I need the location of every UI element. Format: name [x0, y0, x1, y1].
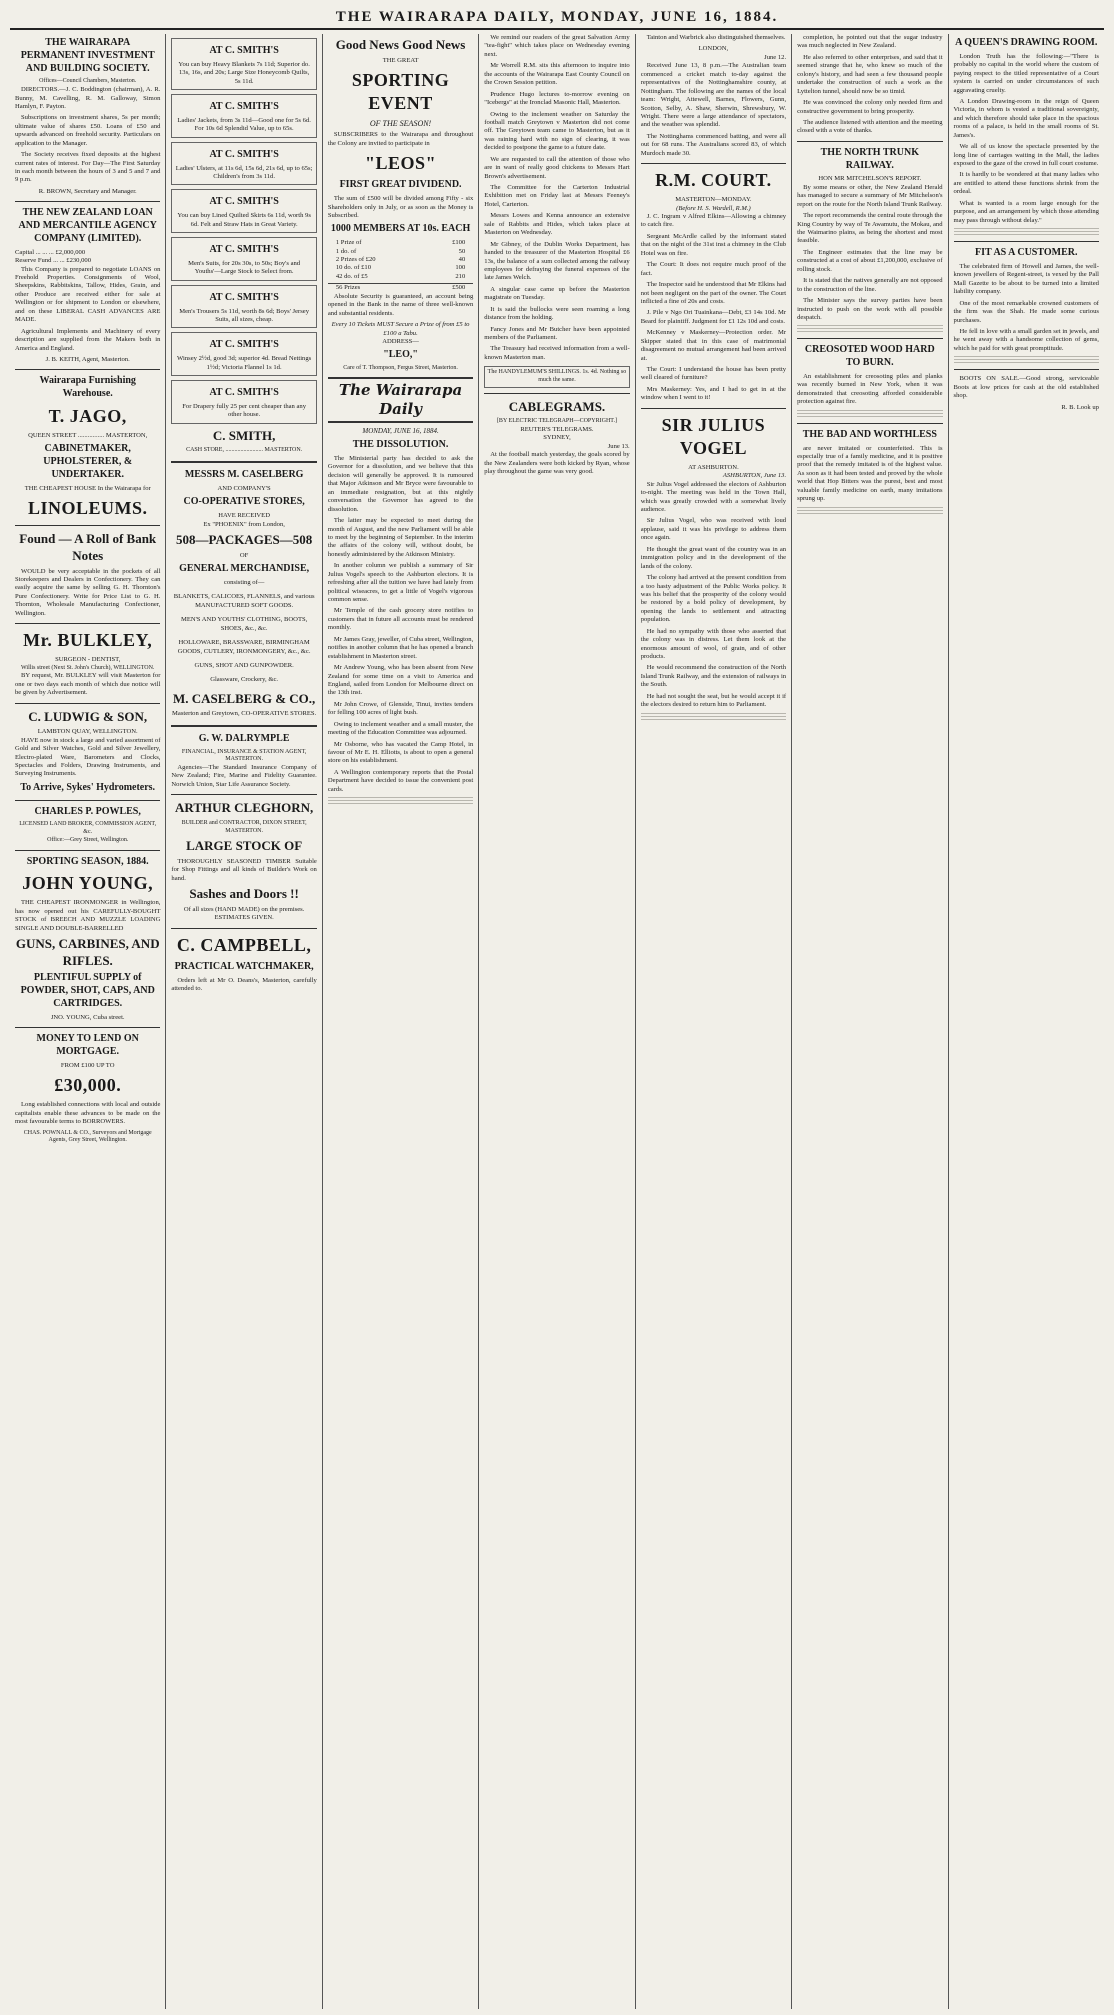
smith-ad-body: Men's Suits, for 20s 30s, to 50s; Boy's and Youths'—Large Stock to Select from. [188, 259, 301, 276]
article-paragraph: The Minister says the survey parties have been instructed to push on the work with all possible despatch. [797, 297, 943, 321]
article-paragraph: He had not sought the seat, but he would accept it if the electors desired to return him to Parliament. [640, 692, 787, 709]
smith-ad-heading: AT C. SMITH'S [209, 339, 279, 351]
article-paragraph: The Court: I understand the house has been pretty well cleared of furniture? [640, 366, 787, 382]
article-paragraph: Mr James Gray, jeweller, of Cuba street, Wellington, notifies in another column that he has opened a branch establishment in Masterton street. [327, 635, 474, 660]
first-dividend: FIRST GREAT DIVIDEND. [339, 179, 462, 191]
jago-address: QUEEN STREET ................ MASTERTON, [28, 432, 148, 440]
divider [15, 525, 160, 526]
column-6 [792, 34, 948, 2009]
nz-loan-signature: J. B. KEITH, Agent, Masterton. [45, 355, 130, 363]
creosoted-title: CREOSOTED WOOD HARD TO BURN. [804, 344, 935, 369]
powles-trade: LICENSED LAND BROKER, COMMISSION AGENT, &c. [19, 821, 157, 836]
column-3 [323, 34, 479, 2009]
prize-total-label: 56 Prizes [335, 284, 361, 292]
caselberg-have: HAVE RECEIVED [218, 512, 270, 520]
queen-title: A QUEEN'S DRAWING ROOM. [955, 37, 1098, 48]
leos-security: Absolute Security is guaranteed, an account being opened in the Bank in the name of three well-known and substantial residents. [327, 292, 474, 317]
caselberg-ship: Ex "PHOENIX" from London, [203, 520, 285, 528]
powles-address: Office:—Grey Street, Wellington. [47, 836, 129, 843]
permanent-offices: Offices—Council Chambers, Masterton. [39, 78, 137, 85]
article-paragraph: He thought the great want of the country was in an immigration policy and in the development of the lands of the colony. [640, 545, 787, 570]
prize-row [328, 264, 473, 272]
prize-label: 42 do. of £5 [335, 272, 368, 280]
young-body: THE CHEAPEST IRONMONGER in Wellington, has now opened out his CAREFULLY-BOUGHT STOCK of BREECH AND MUZZLE LOADING SINGLE AND DOUBLE-BARRELLED [15, 899, 161, 932]
prize-total-value: £500 [452, 284, 466, 292]
bad-worthless-title: THE BAD AND WORTHLESS [802, 428, 937, 440]
divider [15, 201, 160, 202]
smith-ad-heading: AT C. SMITH'S [209, 387, 279, 399]
text-filler [797, 507, 942, 515]
divider [171, 928, 316, 929]
vogel-continued-article [797, 34, 942, 136]
found-body: WOULD be very acceptable in the pockets of all Storekeepers and Dealers in Confectionery. They can easily acquire the same by selling G. H. Thornton's Pure Confectionery. Write for Price List to G. H. Thornton, Wholesale Manufacturing Confectioner, Wellington. [15, 567, 161, 617]
of-the-season: OF THE SEASON! [369, 119, 432, 129]
divider [15, 369, 160, 370]
ludwig-name: C. LUDWIG & SON, [28, 708, 148, 724]
advert-notice: The HANDYLEMUM'S SHILLINGS. 1s. 4d. Nothing so much the same. [484, 366, 629, 387]
the-great: THE GREAT [382, 56, 419, 64]
caselberg-items-2: MEN'S AND YOUTHS' CLOTHING, BOOTS, SHOES, &c., &c. [180, 616, 308, 632]
leos-address-name: "LEO," [383, 349, 418, 361]
article-paragraph: Messrs Lowes and Kenna announce an extensive sale of Rabbits and Hides, which takes place at Masterton on Wednesday. [484, 212, 630, 237]
caselberg-co: AND COMPANY'S [217, 484, 271, 492]
article-paragraph: He would recommend the construction of the North Island Trunk Railway, and the extension of railways in the South. [640, 664, 787, 689]
divider [15, 703, 160, 704]
article-paragraph: The Treasury had received information from a well-known Masterton man. [484, 345, 630, 361]
vogel-subtitle: AT ASHBURTON. [688, 463, 739, 471]
divider [954, 241, 1099, 242]
text-filler [954, 228, 1099, 236]
nz-loan-reserve: Reserve Fund ... ... £230,000 [15, 257, 92, 265]
bulkley-name: Mr. BULKLEY, [23, 630, 153, 651]
dissolution-title: THE DISSOLUTION. [352, 439, 449, 451]
cablegrams-title: CABLEGRAMS. [508, 398, 606, 414]
smith-ad-body: Men's Trousers 5s 11d, worth 8s 6d; Boys' Jersey Suits, all sizes, cheap. [179, 307, 310, 324]
smith-ad [171, 380, 316, 424]
leos-intro: SUBSCRIBERS to the Wairarapa and throughout the Colony are invited to participate in [327, 131, 474, 147]
article-paragraph: Received June 13, 8 p.m.—The Australian team commenced a cricket match to-day against the representatives of the Nottinghamshire county, at Nottingham. The following are the names of the local team: Wright, Attewell, Barnes, Flowers, Gunn, Scotton, Selby, A. Shaw, Sherwin, Shrewsbury, W. Wright. There were a large attendance of spectators, and the weather was splendid. [640, 62, 787, 129]
bad-worthless-body: are never imitated or counterfeited. This is especially true of a family medicine, and it is positive proof that the remedy imitated is of the highest value. As soon as it had been tested and proved by the whole world that Hop Bitters was the purest, best and most valuable family medicine on earth, many imitations sprung up. [797, 444, 943, 503]
members-count: 1000 MEMBERS AT 10s. EACH [330, 223, 471, 235]
bulkley-body: BY request, Mr. BULKLEY will visit Masterton for one or two days each month of which due notice will be given by Advertisement. [15, 672, 161, 697]
smith-ad-body: You can buy Lined Quilted Skirts 6s 11d, worth 9s 6d. Felt and Straw Hats in Great Variety. [177, 212, 311, 228]
london-heading: LONDON, [698, 45, 729, 53]
article-paragraph: One of the most remarkable crowned customers of the firm was the Shah. He made some curious purchases. [953, 299, 1099, 324]
article-paragraph: We remind our readers of the great Salvation Army "tea-fight" which takes place on Wednesday evening next. [484, 34, 630, 58]
trunk-subtitle: HON MR MITCHELSON'S REPORT. [818, 175, 922, 183]
article-paragraph: Sergeant McArdle called by the informant stated that on the night of the 31st inst a chimney in the Club Hotel was on fire. [640, 232, 787, 257]
text-filler [641, 713, 786, 721]
divider [484, 393, 629, 394]
cricket-lead: Tainton and Warbrick also distinguished themselves. [646, 34, 786, 41]
article-paragraph: A London Drawing-room in the reign of Queen Victoria, in whom is vested a traditional sovereignty, and which therefore should take place in the spacious rooms of a palace, is held in the small rooms of St. James's. [953, 97, 1099, 139]
smith-ad-body: Ladies' Jackets, from 3s 11d—Good one for 5s 6d. For 10s 6d Splendid Value, up to 65s. [177, 116, 311, 133]
smith-ad-heading: AT C. SMITH'S [209, 101, 279, 113]
nz-loan-body-2: Agricultural Implements and Machinery of every description are supplied from the Makers both in America and England. [15, 327, 161, 352]
column-4 [479, 34, 635, 2009]
article-paragraph: J. C. Ingram v Alfred Elkins—Allowing a chimney to catch fire. [640, 213, 787, 229]
article-paragraph: Mr Temple of the cash grocery store notifies to customers that in future all accounts must be rendered monthly. [327, 607, 474, 632]
divider [641, 163, 786, 164]
campbell-body: Orders left at Mr O. Deans's, Masterton, carefully attended to. [171, 976, 317, 992]
bulkley-address: Willis street (Next St. John's Church), WELLINGTON. [20, 664, 155, 671]
article-paragraph: Mr John Crowe, of Glenside, Tinui, invites tenders for felling 100 acres of light bush. [327, 700, 474, 717]
smith-ad-heading: AT C. SMITH'S [209, 45, 279, 56]
campbell-trade: PRACTICAL WATCHMAKER, [174, 960, 314, 972]
edition-date: MONDAY, JUNE 16, 1884. [362, 427, 439, 436]
powles-name: CHARLES P. POWLES, [34, 805, 141, 817]
caselberg-items-1: BLANKETS, CALICOES, FLANNELS, and various MANUFACTURED SOFT GOODS. [173, 593, 315, 609]
bulkley-trade: SURGEON - DENTIST, [55, 656, 121, 664]
article-paragraph: We all of us know the spectacle presented by the long line of carriages waiting in the Mall, the ladies exposed to the gaze of the crowd in full court costume. [953, 143, 1099, 168]
dalrymple-body: Agencies—The Standard Insurance Company of New Zealand; Fire, Marine and Fidelity Guarantee. Norwich Union, Star Life Assurance Society. [171, 764, 317, 788]
money-signature: CHAS. POWNALL & CO., Surveyors and Mortgage Agents, Grey Street, Wellington. [23, 1129, 152, 1144]
smith-ad [171, 189, 316, 233]
cleghorn-sashes-2: Of all sizes (HAND MADE) on the premises. ESTIMATES GIVEN. [183, 905, 305, 922]
young-supply: PLENTIFUL SUPPLY of POWDER, SHOT, CAPS, AND CARTRIDGES. [20, 972, 155, 1009]
article-paragraph: The celebrated firm of Howell and James, the well-known jewellers of Regent-street, is vexed by the Pall Mall Gazette to be about to be turned into a limited liability company. [953, 262, 1099, 296]
caselberg-packages: 508—PACKAGES—508 [176, 532, 313, 548]
prize-table [328, 239, 473, 281]
court-title: R.M. COURT. [655, 170, 772, 191]
leos-address-label: ADDRESS— [382, 337, 419, 345]
permanent-body-2: The Society receives fixed deposits at the highest current rates of interest. For Day—The First Saturday in each month between the hours of 3 and 5 and 7 and 9 p.m. [15, 151, 161, 184]
prize-label: 1 Prize of [335, 239, 362, 247]
smith-ad-body: Ladies' Ulsters, at 11s 6d, 15s 6d, 21s 6d, up to 65s; Children's from 3s 11d. [175, 164, 313, 181]
article-paragraph: Mrs Maskerney: Yes, and I had to get in at the window when I went to it! [640, 385, 787, 402]
cleghorn-stock: LARGE STOCK OF [186, 838, 303, 854]
vogel-place: ASHBURTON, June 13. [722, 472, 787, 480]
text-filler [328, 797, 473, 805]
article-paragraph: He had no sympathy with those who asserted that the colony was in distress. Let them look at the enormous amount of wool, of grain, and of other products. [640, 627, 787, 661]
smith-ad [171, 94, 316, 138]
prize-value: 50 [458, 247, 466, 255]
article-paragraph: He was convinced the colony only needed firm and constructive government to bring prosperity. [797, 99, 943, 115]
prize-value: £100 [452, 239, 466, 247]
court-place: MASTERTON—MONDAY. [675, 196, 752, 204]
ludwig-body: HAVE now in stock a large and varied assortment of Gold and Silver Watches, Gold and Silver Jewellery, Electro-plated Ware, Barometers and Clocks, Spectacles and Folders, Drawing Instruments, and Surveying Instruments. [15, 736, 161, 778]
leos-address-line: Care of T. Thompson, Fergus Street, Masterton. [343, 365, 458, 372]
prize-value: 40 [458, 256, 466, 264]
smith-ad-body: You can buy Heavy Blankets 7s 11d; Superior do. 13s, 16s, and 20s; Large Size Honeycomb Quilts, 5s 11d. [178, 60, 310, 85]
column-7 [949, 34, 1104, 2009]
caselberg-coop: CO-OPERATIVE STORES, [183, 496, 305, 508]
found-title: Found — A Roll of Bank Notes [19, 531, 157, 563]
money-amount: £30,000. [54, 1075, 122, 1096]
nz-loan-body: This Company is prepared to negotiate LOANS on Freehold Properties. Consignments of Wool, Sheepskins, Rabbitskins, Tallow, Hides, Grain, and other Produce are received either for sale at Wellington or for shipment to London or elsewhere, and on these LIBERAL CASH ADVANCES ARE MADE. [15, 265, 161, 324]
article-paragraph: It is hardly to be wondered at that many ladies who are entitled to attend these functions shrink from the ordeal. [953, 171, 1099, 196]
divider [15, 800, 160, 801]
cablegrams-subtitle: [BY ELECTRIC TELEGRAPH—COPYRIGHT.] [496, 418, 617, 425]
prize-total [328, 283, 473, 292]
smith-ad-heading: AT C. SMITH'S [209, 148, 279, 160]
jago-name: T. JAGO, [48, 405, 127, 426]
prize-row [328, 256, 473, 264]
article-paragraph: We are requested to call the attention of those who are in want of really good chickens to Messrs Hart Brown's advertisement. [484, 155, 630, 180]
column-1 [10, 34, 166, 2009]
permanent-society-title: THE WAIRARAPA PERMANENT INVESTMENT AND BUILDING SOCIETY. [20, 37, 155, 74]
caselberg-items-5: Glassware, Crockery, &c. [210, 676, 279, 684]
queen-article [954, 53, 1099, 225]
london-date: June 12. [764, 53, 787, 61]
cablegrams-date: June 13. [607, 442, 630, 450]
customer-article [954, 263, 1099, 353]
article-paragraph: In another column we publish a summary of Sir Julius Vogel's speech to the Ashburton electors. It is refreshing after all the tuition we have had lately from political wiseacres, to get a little of Vogel's vigorous common sense. [327, 562, 474, 604]
divider [15, 1027, 160, 1028]
divider [954, 369, 1099, 370]
divider [797, 423, 942, 424]
article-paragraph: The Nottinghams commenced batting, and were all out for 68 runs. The Australians scored 83, of which Murdoch made 30. [640, 132, 787, 157]
article-paragraph: Mr Osborne, who has vacated the Camp Hotel, in favour of Mr E. H. Elliotts, is about to open a general store on his establishment. [327, 740, 474, 765]
court-article [641, 213, 786, 403]
caselberg-of: OF [239, 551, 249, 559]
column-2 [166, 34, 322, 2009]
divider [797, 141, 942, 142]
jago-linoleums: LINOLEUMS. [27, 498, 148, 519]
article-paragraph: The Court: It does not require much proof of the fact. [640, 261, 787, 277]
young-guns: GUNS, CARBINES, AND RIFLES. [15, 936, 160, 968]
smith-ad-heading: AT C. SMITH'S [209, 196, 279, 208]
article-paragraph: By some means or other, the New Zealand Herald has managed to secure a summary of Mr Mitchelson's report on the route for the North Island Trunk Railway. [797, 183, 943, 208]
prize-value: 210 [455, 272, 466, 280]
caselberg-items-4: GUNS, SHOT AND GUNPOWDER. [194, 661, 294, 669]
columns [10, 34, 1104, 2009]
sporting-season-title: SPORTING SEASON, 1884. [26, 855, 149, 867]
masthead: THE WAIRARAPA DAILY, MONDAY, JUNE 16, 1884. [10, 6, 1104, 30]
article-paragraph: Owing to inclement weather and a small muster, the meeting of the Education Committee was adjourned. [327, 720, 474, 737]
permanent-body: Subscriptions on investment shares, 5s per month; ultimate value of shares £50. Loans of £50 and upwards advanced on freehold security. Particulars on application to the Manager. [15, 114, 161, 147]
money-from: FROM £100 UP TO [60, 1061, 115, 1069]
prize-row [328, 248, 473, 256]
article-paragraph: The Engineer estimates that the line may be constructed at a cost of about £1,200,000, exclusive of rolling stock. [797, 248, 943, 273]
prize-row [328, 273, 473, 281]
article-paragraph: Mr Worrell R.M. sits this afternoon to inquire into the accounts of the Wairarapa East County Council on the Crown Session petition. [484, 62, 630, 87]
article-paragraph: Prudence Hugo lectures to-morrow evening on "Icebergs" at the Ironclad Masonic Hall, Masterton. [484, 90, 630, 107]
smith-ad [171, 38, 316, 90]
article-paragraph: He fell in love with a small garden set in jewels, and he went away with a handsome collection of gems, which he paid for with great promptitude. [953, 327, 1099, 352]
article-paragraph: He also referred to other enterprises, and said that it seemed strange that he, who knew so much of the colony's history, and had seen a few thousand people undertake the construction of such a work as the Lyttelton tunnel, should now be so timid. [797, 53, 943, 95]
nz-loan-capital: Capital ... ... ... £2,000,000 [15, 248, 86, 256]
text-filler [797, 410, 942, 418]
young-name: JOHN YOUNG, [22, 873, 154, 894]
ludwig-address: LAMBTON QUAY, WELLINGTON. [37, 728, 138, 736]
prize-label: 1 do. of [335, 247, 357, 255]
smith-cash-name: C. SMITH, [212, 427, 276, 443]
leos-name: "LEOS" [365, 153, 437, 174]
trunk-article [797, 184, 942, 323]
cleghorn-body: THOROUGHLY SEASONED TIMBER Suitable for Shop Fittings and all kinds of Builder's Work on hand. [171, 857, 317, 882]
cricket-article [641, 62, 786, 158]
creosoted-body: An establishment for creosoting piles and planks was recently burned in New York, when it was demonstrated that creosoting afforded considerable protection against fire. [797, 373, 943, 406]
article-paragraph: The Inspector said he understood that Mr Elkins had not been negligent on the part of the owner. The Court inflicted a fine of 20s and costs. [640, 281, 787, 305]
jago-heading: Wairarapa Furnishing Warehouse. [39, 375, 136, 400]
prize-label: 10 do. of £10 [335, 264, 372, 272]
prize-label: 2 Prizes of £20 [335, 256, 376, 264]
article-paragraph: The Committee for the Carterton Industrial Exhibition met on Friday last at Messrs Feeney's Hotel, Carterton. [484, 184, 630, 208]
money-title: MONEY TO LEND ON MORTGAGE. [36, 1033, 139, 1057]
divider [15, 623, 160, 624]
permanent-directors: DIRECTORS.—J. C. Boddington (chairman), A. R. Bunny, M. Cavelling, R. M. Galloway, Simon Hamlyn, F. Payton. [15, 86, 161, 110]
permanent-signature: R. BROWN, Secretary and Manager. [38, 187, 137, 195]
column-5 [636, 34, 792, 2009]
article-paragraph: London Truth has the following:—"There is probably no capital in the world where the custom of paying respect to the titled representative of a Court system is carried on under circumstances of such aggravating cruelty. [953, 52, 1099, 94]
caselberg-name: MESSRS M. CASELBERG [184, 469, 304, 481]
smith-ad-body: For Drapery fully 25 per cent cheaper than any other house. [182, 402, 307, 419]
article-paragraph: Sir Julius Vogel, who was received with loud applause, said it was his privilege to address them once again. [640, 517, 787, 542]
caselberg-consisting: consisting of— [223, 578, 265, 586]
good-news-heading: Good News Good News [335, 37, 466, 52]
prize-value: 100 [455, 264, 466, 272]
money-body: Long established connections with local and outside capitalists enable these advances to be made on the most favourable terms to BORROWERS. [15, 1101, 161, 1126]
cleghorn-sashes: Sashes and Doors !! [189, 886, 299, 902]
dalrymple-name: G. W. DALRYMPLE [198, 732, 290, 744]
sporting-event: SPORTING EVENT [351, 70, 450, 114]
cleghorn-trade: BUILDER and CONTRACTOR, DIXON STREET, MASTERTON. [181, 819, 307, 834]
smith-ads [171, 38, 316, 424]
smith-ad-body: Winsey 2½d, good 3d; superior 4d. Bread Nettings 1½d; Victoria Flannel 1s 1d. [177, 355, 312, 371]
article-paragraph: Owing to the inclement weather on Saturday the football match Greytown v Masterton did not come off. The Greytown team came to Masterton, but as it was raining hard with no sign of clearing, it was decided to postpone the game to a future date. [484, 110, 630, 152]
court-before: (Before H. S. Wardell, R.M.) [676, 204, 751, 212]
smith-ad-heading: AT C. SMITH'S [209, 291, 279, 303]
divider [15, 850, 160, 851]
divider [171, 794, 316, 795]
article-paragraph: The audience listened with attention and the meeting closed with a vote of thanks. [797, 118, 943, 135]
smith-ad [171, 285, 316, 329]
nz-loan-title: THE NEW ZEALAND LOAN AND MERCANTILE AGENCY COMPANY (LIMITED). [18, 207, 157, 244]
smith-ad [171, 142, 316, 186]
article-paragraph: McKenney v Maskerney—Protection order. Mr Skipper stated that in this case of matrimonial disagreement no mutual arrangement had been arrived at. [640, 329, 787, 362]
article-paragraph: A singular case came up before the Masterton magistrate on Tuesday. [484, 285, 630, 302]
article-paragraph: What is wanted is a room large enough for the purpose, and an arrangement by which those attending may pass through without delay." [953, 199, 1099, 224]
jago-trade: CABINETMAKER, UPHOLSTERER, & UNDERTAKER. [43, 443, 133, 481]
article-paragraph: The Ministerial party has decided to ask the Governor for a dissolution, and we believe that this decision will generally be approved. It is rumoured that Major Atkinson and Mr Bryce were favourable to an immediate resignation, but at this nightly conversation the Governor has agreed to the dissolution. [327, 455, 474, 513]
text-filler [797, 325, 942, 333]
article-paragraph: The latter may be expected to meet during the month of August, and the new Parliament will be able to meet by the beginning of September. In the interim the affairs of the colony will, without doubt, be honestly administered by the Atkinson Ministry. [327, 517, 474, 558]
smith-cash-address: CASH STORE, ......................... MASTERTON. [186, 447, 303, 454]
article-paragraph: The report recommends the central route through the King Country by way of Te Awamutu, the Mokau, and the Waimarino plains, as being the shortest and most feasible. [797, 212, 943, 245]
article-paragraph: It is stated that the natives generally are not opposed to the construction of the line. [797, 277, 943, 293]
article-paragraph: completion, he pointed out that the sugar industry was much neglected in New Zealand. [797, 34, 943, 50]
divider [797, 338, 942, 339]
jago-store: THE CHEAPEST HOUSE In the Wairarapa for [24, 484, 151, 492]
dalrymple-trade: FINANCIAL, INSURANCE & STATION AGENT, MASTERTON. [181, 748, 307, 763]
article-paragraph: J. Pile v Ngo Ori Tuainkana—Debt, £3 14s 10d. Mr Beard for plaintiff. Judgment for £1 12s 10d and costs. [640, 309, 787, 325]
trunk-title: THE NORTH TRUNK RAILWAY. [820, 146, 919, 171]
cablegrams-place: SYDNEY, [543, 434, 571, 442]
divider [171, 461, 316, 463]
divider [171, 725, 316, 727]
ludwig-agent: To Arrive, Sykes' Hydrometers. [20, 781, 156, 793]
customer-title: FIT AS A CUSTOMER. [975, 247, 1078, 259]
dividend-sum: The sum of £500 will be divided among Fifty - six Shareholders only in July, or as soon as the Money is Subscribed. [327, 195, 474, 219]
article-paragraph: Mr Gibney, of the Dublin Works Department, has handed to the treasurer of the Masterton Hospital £6 13s, the balance of a sum collected among the railway employees for defraying the funeral expenses of the late James Welch. [484, 240, 630, 282]
smith-ad [171, 237, 316, 281]
local-news-article [484, 34, 629, 362]
article-paragraph: Fancy Jones and Mr Butcher have been appointed members of the Parliament. [484, 325, 630, 341]
article-paragraph: It is said the bullocks were seen roaming a long distance from the holding. [484, 305, 630, 322]
caselberg-signature: M. CASELBERG & CO., [172, 690, 316, 706]
prize-row [328, 239, 473, 247]
closing-line: R. B. Look up [1061, 403, 1099, 411]
cablegrams-body: At the football match yesterday, the goals scored by the New Zealanders were both kicked by Ryan, whose play throughout the game was very good. [484, 451, 630, 476]
boots-advert: BOOTS ON SALE.—Good strong, serviceable Boots at low prices for cash at the old established shop. [953, 375, 1099, 400]
vogel-title: SIR JULIUS VOGEL [661, 414, 766, 458]
dissolution-article [328, 455, 473, 794]
smith-ad-heading: AT C. SMITH'S [209, 244, 279, 256]
article-paragraph: The colony had arrived at the present condition from a too hasty adjustment of the Public Works policy. It was his belief that the prosperity of the colony would be restored by a bold policy of development, by opening the lands to settlement and attracting population. [640, 574, 787, 624]
article-paragraph: Mr Andrew Young, who has been absent from New Zealand for some time on a visit to America and England, sailed from London for Melbourne direct on the 13th inst. [327, 664, 474, 697]
cleghorn-name: ARTHUR CLEGHORN, [175, 800, 314, 816]
vogel-article [641, 481, 786, 710]
young-signature: JNO. YOUNG, Cuba street. [50, 1013, 125, 1021]
cablegrams-agency: REUTER'S TELEGRAMS. [520, 425, 594, 433]
leos-fee: Every 10 Tickets MUST Secure a Prize of from £5 to £100 a Tabu. [331, 321, 470, 337]
wairarapa-daily-logo: The Wairarapa Daily [328, 377, 473, 423]
caselberg-items-3: HOLLOWARE, BRASSWARE, BIRMINGHAM GOODS, CUTLERY, IRONMONGERY, &c., &c. [177, 639, 311, 655]
smith-ad [171, 332, 316, 376]
text-filler [954, 356, 1099, 364]
campbell-name: C. CAMPBELL, [176, 934, 312, 955]
divider [641, 408, 786, 409]
caselberg-goods: GENERAL MERCHANDISE, [179, 563, 310, 575]
article-paragraph: Sir Julius Vogel addressed the electors of Ashburton to-night. The meeting was held in the Town Hall, which was greatly crowded with a somewhat lively audience. [640, 480, 787, 514]
article-paragraph: A Wellington contemporary reports that the Postal Department have decided to issue the convenient post cards. [327, 768, 474, 793]
caselberg-signature-2: Masterton and Greytown, CO-OPERATIVE STORES. [172, 710, 317, 718]
